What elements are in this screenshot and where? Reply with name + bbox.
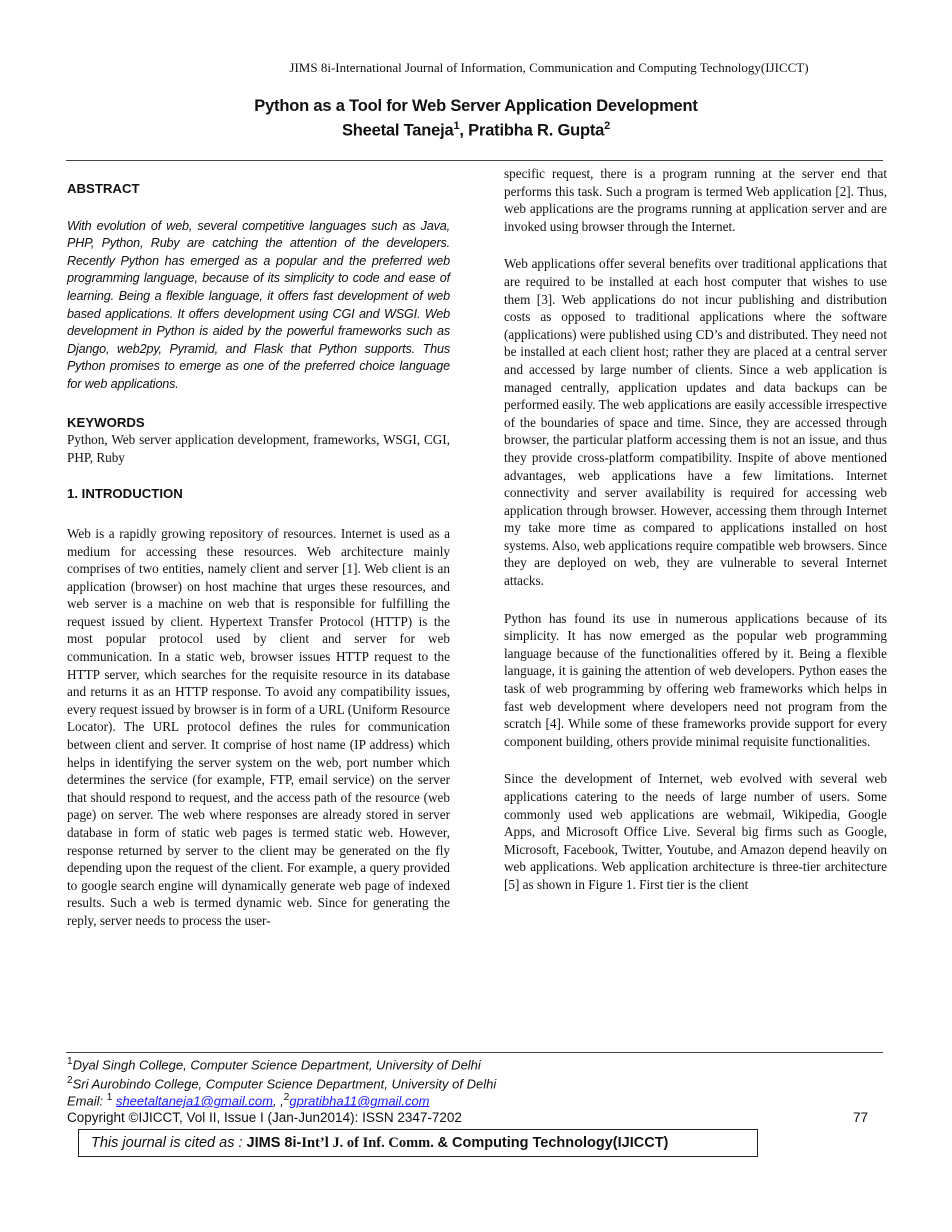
affiliation-1-text: Dyal Singh College, Computer Science Department, University of Delhi: [72, 1057, 481, 1073]
affiliation-1-mark: 1: [67, 1056, 73, 1067]
affiliation-2-mark: 2: [67, 1075, 73, 1086]
author-2: Pratibha R. Gupta: [468, 121, 605, 140]
citation-journal-b: Int’l J. of Inf. Comm.: [301, 1135, 438, 1151]
keywords-text: Python, Web server application development, frameworks, WSGI, CGI, PHP, Ruby: [67, 432, 450, 465]
right-column: [504, 165, 887, 894]
body-paragraph-4: Since the development of Internet, web evolved with several web applications catering to the needs of large number of users. Some commonly used web applications are webmail, Wikipedia, Google Apps, and Microsoft Office Live. Several big firms such as Google, Microsoft, Facebook, Twitter, Youtube, and Amazon depend heavily on web applications. Web application architecture is three-tier architecture [5] as shown in Figure 1. First tier is the client: [504, 771, 887, 892]
body-paragraph-2: Web applications offer several benefits over traditional applications that are required to be installed at each host computer that wishes to use them [3]. Web applications do not incur publishing and distribution costs as opposed to traditional applications where the software (applications) were published using CD’s and distributed. They need not be installed at each client host; rather they are placed at a central server and accessed by large number of clients. Since a web application is managed centrally, application updates and data backups can be performed easily. The web applications are easily accessible irrespective of the boundaries of space and time. Since, they are accessed through browser, the particular platform accessing them is not an issue, and thus they provide cross-platform compatibility. Inspite of above mentioned advantages, web applications have a few limitations. Internet connectivity and server availability is required for accessing web application through browser. However, accessing them through Internet my take more time as compared to applications installed on host systems. Also, web applications require compatible web browsers. Since they are deployed on web, they are vulnerable to several Internet attacks.: [504, 256, 887, 589]
paper-title: Python as a Tool for Web Server Application Development: [254, 97, 698, 115]
citation-journal-a: JIMS 8i-: [246, 1135, 302, 1151]
author-1: Sheetal Taneja: [341, 121, 454, 140]
email-line: [67, 1092, 430, 1108]
body-paragraph-1: specific request, there is a program running at the server end that performs this task. Such a program is termed Web application [2]. Thus, web applications are the programs running at application server and are invoked using browser through the Internet.: [504, 166, 887, 234]
introduction-heading: 1. INTRODUCTION: [67, 486, 183, 502]
left-column: [67, 180, 450, 930]
paper-authors: [0, 120, 952, 141]
email-1-mark: 1: [106, 1092, 113, 1103]
citation-journal-c: & Computing Technology(IJICCT): [437, 1135, 669, 1151]
email-separator: , ,: [272, 1093, 284, 1109]
keywords-heading: KEYWORDS: [67, 414, 145, 430]
affiliation-2-text: Sri Aurobindo College, Computer Science Department, University of Delhi: [72, 1076, 497, 1092]
citation-box: [78, 1129, 758, 1157]
email-1-link[interactable]: sheetaltaneja1@gmail.com: [115, 1093, 273, 1109]
copyright-line: Copyright ©IJICCT, Vol II, Issue I (Jan-Jun2014): ISSN 2347-7202: [67, 1110, 462, 1125]
body-paragraph-3: Python has found its use in numerous applications because of its simplicity. It has now emerged as the popular web programming language because of the functionalities offered by it. Being a flexible language, it is gaining the attention of web developers. Python eases the task of web programming by offering web frameworks which helps in fast web development where developers need not program from the scratch [4]. While some of these frameworks provide support for every component building, others provide minimal requisite functionalities.: [504, 610, 887, 749]
email-2-mark: 2: [283, 1092, 290, 1103]
email-label: Email:: [67, 1093, 104, 1109]
citation-prefix: This journal is cited as :: [91, 1135, 247, 1151]
author-1-affiliation-mark: 1: [453, 120, 460, 132]
abstract-heading: ABSTRACT: [67, 181, 140, 196]
page-number: 77: [853, 1110, 869, 1125]
author-2-affiliation-mark: 2: [604, 120, 611, 132]
affiliation-2: [67, 1075, 496, 1091]
affiliation-1: [67, 1056, 481, 1072]
introduction-paragraph: Web is a rapidly growing repository of resources. Internet is used as a medium for accessing these resources. Web architecture mainly comprises of two entities, namely client and server [1]. Web client is an application (browser) on host machine that urges these resources, and web server is a machine on web that is responsible for fulfilling the request issued by client. Hypertext Transfer Protocol (HTTP) is the most popular protocol used by client and server for web communication. In a static web, browser issues HTTP request to the HTTP server, which searches for the requisite resource in its database and returns it as an HTTP response. To avoid any compatibility issues, every request issued by browser is in form of a URL (Uniform Resource Locator). The URL protocol defines the rules for communication between client and server. It comprise of host name (IP address) which helps in identifying the server system on the web, port number which determines the service (for example, FTP, email service) on the server that should respond to request, and the access path of the resource (web page) on server. The web where responses are already stored in server database in form of static web pages is termed static web. However, response returned by server to the client may be generated on the fly depending upon the request of the client. For example, a query provided to google search engine will dynamically generate web page of indexed results. Such a web is termed dynamic web. Since for generating the reply, server needs to process the user-: [67, 525, 450, 928]
journal-header: JIMS 8i-International Journal of Information, Communication and Computing Technology(IJICCT): [289, 60, 809, 75]
footer-divider: [66, 1052, 883, 1053]
abstract-text: With evolution of web, several competitive languages such as Java, PHP, Python, Ruby are catching the attention of the developers. Recently Python has emerged as a popular and the preferred web programming language, because of its simplicity to code and ease of learning. Being a flexible language, it offers fast development of web based applications. It offers development using CGI and WSGI. Web development in Python is aided by the powerful frameworks such as Django, web2py, Pyramid, and Flask that Python supports. Thus Python promises to emerge as one of the preferred choice language for web applications.: [67, 218, 450, 391]
email-2-link[interactable]: gpratibha11@gmail.com: [289, 1093, 430, 1109]
title-divider: [66, 160, 883, 161]
author-separator: ,: [459, 121, 469, 140]
